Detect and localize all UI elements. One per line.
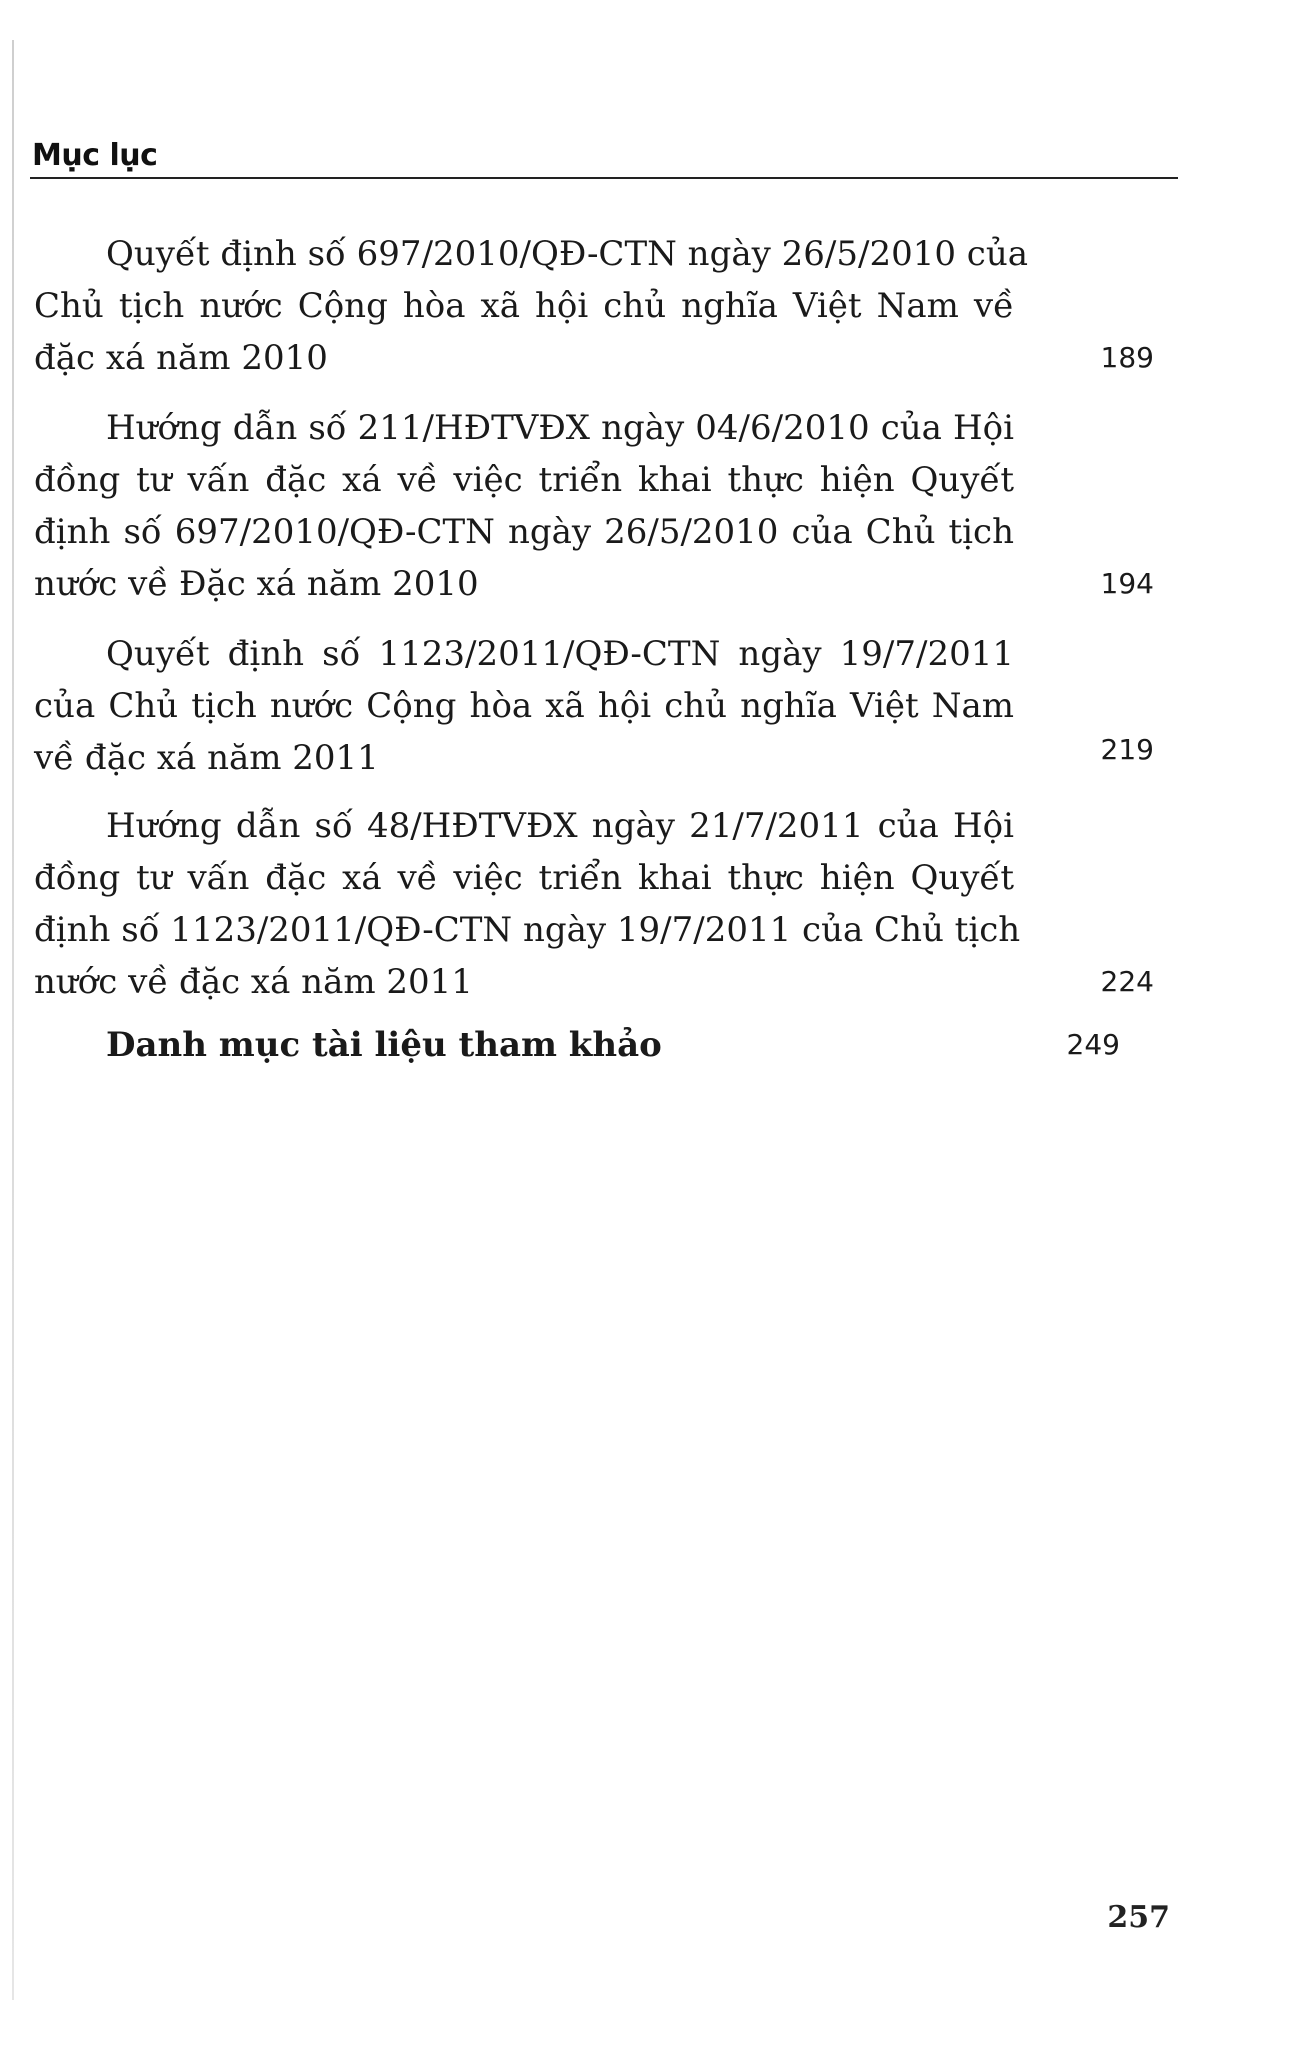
toc-entry-line: nước về đặc xá năm 2011 (34, 962, 473, 1002)
toc-entry-line: Hướng dẫn số 48/HĐTVĐX ngày 21/7/2011 của Hội (106, 806, 1014, 846)
page-folio: 257 (1107, 1900, 1170, 1935)
toc-entry-line: đặc xá năm 2010 (34, 338, 328, 378)
toc-entry-line: định số 1123/2011/QĐ-CTN ngày 19/7/2011 của Chủ tịch (34, 910, 1021, 950)
toc-page-number: 219 (1100, 733, 1154, 766)
toc-entry-line: của Chủ tịch nước Cộng hòa xã hội chủ nghĩa Việt Nam (34, 686, 1014, 726)
toc-page-number: 194 (1100, 567, 1154, 600)
toc-entry-line: Chủ tịch nước Cộng hòa xã hội chủ nghĩa Việt Nam về (34, 286, 1014, 326)
toc-entry-line: đồng tư vấn đặc xá về việc triển khai thực hiện Quyết (34, 858, 1014, 898)
toc-page-number: 189 (1100, 341, 1154, 374)
toc-entry-line: Hướng dẫn số 211/HĐTVĐX ngày 04/6/2010 của Hội (106, 408, 1014, 448)
toc-entry-line: định số 697/2010/QĐ-CTN ngày 26/5/2010 của Chủ tịch (34, 512, 1014, 552)
toc-entry-line: Quyết định số 697/2010/QĐ-CTN ngày 26/5/2010 của (106, 234, 1028, 274)
toc-page-number: 224 (1100, 965, 1154, 998)
toc-entry-line: về đặc xá năm 2011 (34, 738, 379, 778)
page-edge-shadow (12, 40, 14, 2000)
references-entry: Danh mục tài liệu tham khảo (106, 1025, 662, 1065)
toc-entry-line: đồng tư vấn đặc xá về việc triển khai thực hiện Quyết (34, 460, 1014, 500)
toc-entry-line: Quyết định số 1123/2011/QĐ-CTN ngày 19/7/2011 (106, 634, 1014, 674)
toc-entry-line: nước về Đặc xá năm 2010 (34, 564, 479, 604)
references-page-number: 249 (1066, 1028, 1120, 1061)
header-divider (30, 177, 1178, 179)
section-header: Mục lục (32, 138, 158, 173)
